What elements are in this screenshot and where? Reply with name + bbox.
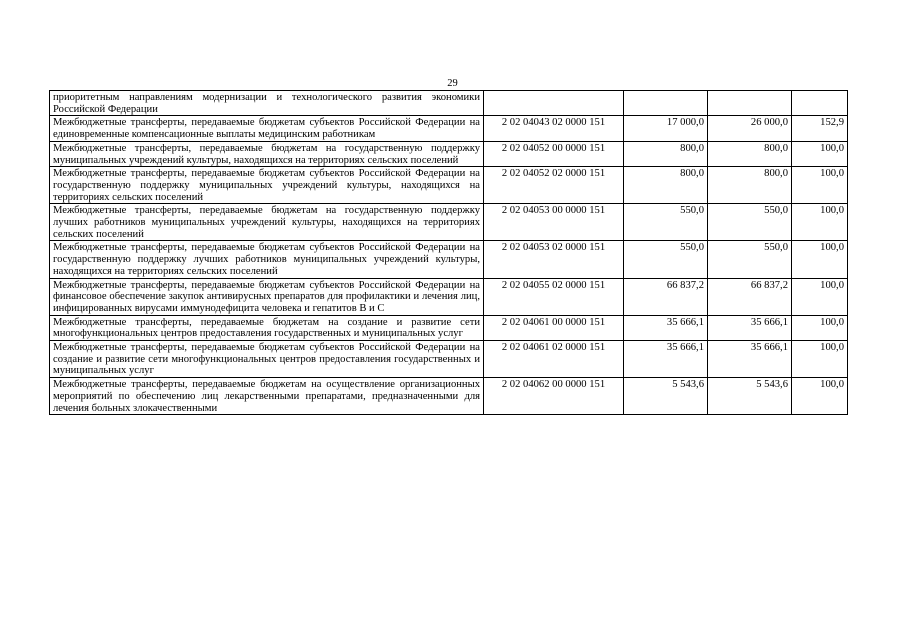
row-value-1: [624, 91, 708, 116]
row-description: Межбюджетные трансферты, передаваемые бюджетам субъектов Российской Федерации на государственную поддержку муниципальных учреждений культуры, находящихся на территориях сельских поселений: [50, 167, 484, 204]
table-row: [50, 315, 848, 340]
row-percent: 100,0: [792, 167, 848, 204]
row-value-2: 550,0: [708, 241, 792, 278]
row-description: Межбюджетные трансферты, передаваемые бюджетам субъектов Российской Федерации на единовременные компенсационные выплаты медицинским работникам: [50, 116, 484, 141]
table-row: [50, 341, 848, 378]
row-description: Межбюджетные трансферты, передаваемые бюджетам субъектов Российской Федерации на финансовое обеспечение закупок антивирусных препаратов для профилактики и лечения лиц, инфицированных вирусами иммунодефицита человека и гепатитов В и С: [50, 278, 484, 315]
row-value-1: 5 543,6: [624, 378, 708, 415]
row-value-1: 550,0: [624, 241, 708, 278]
row-code: 2 02 04053 00 0000 151: [484, 204, 624, 241]
row-description: приоритетным направлениям модернизации и технологического развития экономики Российской Федерации: [50, 91, 484, 116]
row-value-2: 550,0: [708, 204, 792, 241]
row-percent: 100,0: [792, 315, 848, 340]
row-value-2: [708, 91, 792, 116]
row-code: 2 02 04052 02 0000 151: [484, 167, 624, 204]
row-percent: 100,0: [792, 341, 848, 378]
table-row: [50, 167, 848, 204]
table-row: [50, 141, 848, 166]
row-description: Межбюджетные трансферты, передаваемые бюджетам на создание и развитие сети многофункциональных центров предоставления государственных и муниципальных услуг: [50, 315, 484, 340]
row-description: Межбюджетные трансферты, передаваемые бюджетам на осуществление организационных мероприятий по обеспечению лиц лекарственными препаратами, предназначенными для лечения больных злокачественными: [50, 378, 484, 415]
row-code: 2 02 04053 02 0000 151: [484, 241, 624, 278]
row-code: 2 02 04062 00 0000 151: [484, 378, 624, 415]
row-description: Межбюджетные трансферты, передаваемые бюджетам субъектов Российской Федерации на государственную поддержку лучших работников муниципальных учреждений культуры, находящихся на территориях сельских поселений: [50, 241, 484, 278]
row-code: 2 02 04055 02 0000 151: [484, 278, 624, 315]
row-value-1: 800,0: [624, 167, 708, 204]
row-value-1: 35 666,1: [624, 315, 708, 340]
table-row: [50, 241, 848, 278]
page-number: 29: [447, 78, 458, 89]
table-row: [50, 204, 848, 241]
row-value-1: 800,0: [624, 141, 708, 166]
row-value-1: 17 000,0: [624, 116, 708, 141]
row-description: Межбюджетные трансферты, передаваемые бюджетам на государственную поддержку лучших работников муниципальных учреждений культуры, находящихся на территориях сельских поселений: [50, 204, 484, 241]
row-value-2: 66 837,2: [708, 278, 792, 315]
row-value-2: 35 666,1: [708, 341, 792, 378]
table-row: [50, 116, 848, 141]
row-code: 2 02 04061 00 0000 151: [484, 315, 624, 340]
row-percent: 152,9: [792, 116, 848, 141]
table-row: [50, 91, 848, 116]
row-value-2: 800,0: [708, 141, 792, 166]
row-percent: 100,0: [792, 278, 848, 315]
row-percent: [792, 91, 848, 116]
row-description: Межбюджетные трансферты, передаваемые бюджетам субъектов Российской Федерации на создание и развитие сети многофункциональных центров предоставления государственных и муниципальных услуг: [50, 341, 484, 378]
row-percent: 100,0: [792, 378, 848, 415]
row-percent: 100,0: [792, 141, 848, 166]
row-code: 2 02 04061 02 0000 151: [484, 341, 624, 378]
row-value-2: 800,0: [708, 167, 792, 204]
row-value-1: 550,0: [624, 204, 708, 241]
table-row: [50, 278, 848, 315]
table-row: [50, 378, 848, 415]
row-value-2: 35 666,1: [708, 315, 792, 340]
row-percent: 100,0: [792, 204, 848, 241]
row-code: 2 02 04052 00 0000 151: [484, 141, 624, 166]
row-percent: 100,0: [792, 241, 848, 278]
row-code: 2 02 04043 02 0000 151: [484, 116, 624, 141]
row-description: Межбюджетные трансферты, передаваемые бюджетам на государственную поддержку муниципальных учреждений культуры, находящихся на территориях сельских поселений: [50, 141, 484, 166]
row-value-2: 5 543,6: [708, 378, 792, 415]
budget-table: [49, 90, 848, 415]
row-value-1: 35 666,1: [624, 341, 708, 378]
row-value-1: 66 837,2: [624, 278, 708, 315]
row-value-2: 26 000,0: [708, 116, 792, 141]
row-code: [484, 91, 624, 116]
